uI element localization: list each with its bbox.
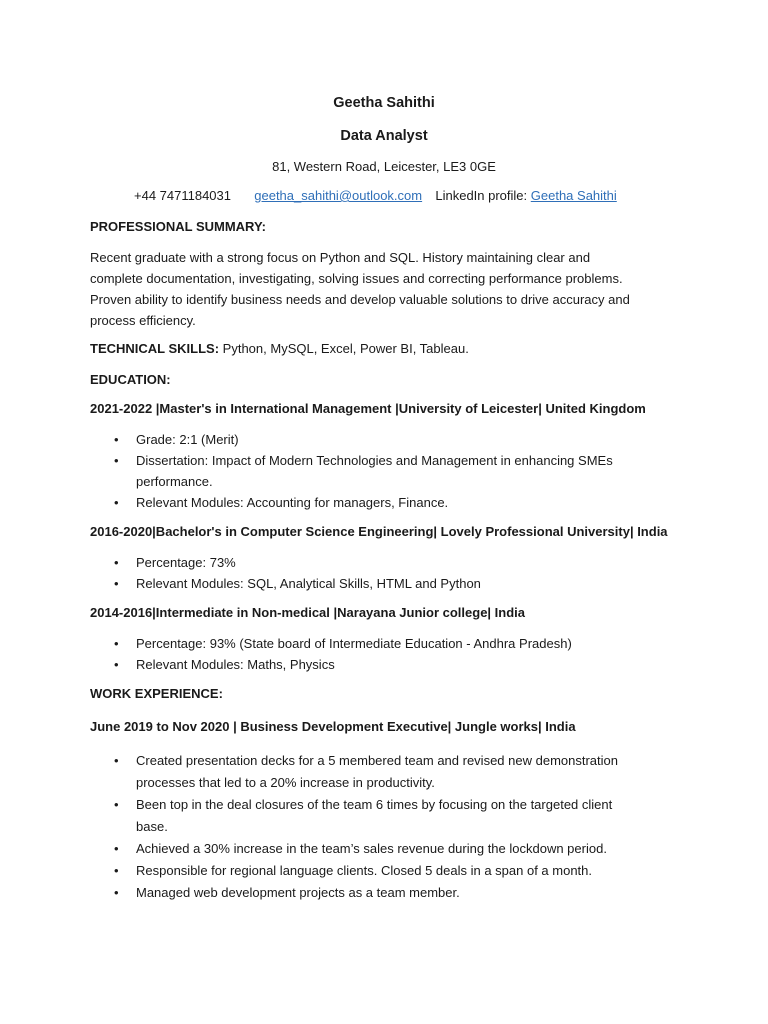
skills-line xyxy=(90,341,469,356)
bullet-text: performance. xyxy=(136,474,213,489)
bullet-icon: • xyxy=(114,495,119,510)
address: 81, Western Road, Leicester, LE3 0GE xyxy=(272,159,496,174)
summary-line: complete documentation, investigating, solving issues and correcting performance problems. xyxy=(90,271,623,286)
summary-heading: PROFESSIONAL SUMMARY: xyxy=(90,219,266,234)
linkedin-label: LinkedIn profile: xyxy=(435,188,528,203)
bullet-icon: • xyxy=(114,863,119,878)
education-entry-title: 2016-2020|Bachelor's in Computer Science Engineering| Lovely Professional University| India xyxy=(90,524,668,539)
bullet-text: Dissertation: Impact of Modern Technologies and Management in enhancing SMEs xyxy=(136,453,613,468)
list-item xyxy=(114,633,674,654)
list-item xyxy=(114,573,674,594)
contact-line xyxy=(134,188,617,203)
bullet-text: Percentage: 93% (State board of Intermediate Education - Andhra Pradesh) xyxy=(136,636,572,651)
list-item xyxy=(114,750,674,772)
education-entry-title: 2014-2016|Intermediate in Non-medical |Narayana Junior college| India xyxy=(90,605,526,620)
list-item xyxy=(114,654,674,675)
bullet-text: Relevant Modules: Accounting for managers, Finance. xyxy=(136,495,449,510)
bullet-text: Been top in the deal closures of the team 6 times by focusing on the targeted client xyxy=(136,797,613,812)
list-item-continuation xyxy=(114,471,674,492)
phone-number: +44 7471184031 xyxy=(134,188,231,203)
work-heading: WORK EXPERIENCE: xyxy=(90,686,223,701)
education-entry-bullets xyxy=(114,633,674,675)
email-link[interactable]: geetha_sahithi@outlook.com xyxy=(254,188,423,203)
education-entry-bullets xyxy=(114,429,674,513)
bullet-text: Percentage: 73% xyxy=(136,555,236,570)
bullet-text: Managed web development projects as a team member. xyxy=(136,885,460,900)
bullet-icon: • xyxy=(114,657,119,672)
bullet-icon: • xyxy=(114,636,119,651)
work-entry-title: June 2019 to Nov 2020 | Business Development Executive| Jungle works| India xyxy=(90,719,576,734)
list-item xyxy=(114,838,674,860)
bullet-icon: • xyxy=(114,432,119,447)
list-item-continuation xyxy=(114,772,674,794)
list-item xyxy=(114,552,674,573)
bullet-icon: • xyxy=(114,555,119,570)
summary-text xyxy=(90,247,690,331)
bullet-icon: • xyxy=(114,885,119,900)
bullet-text: Relevant Modules: Maths, Physics xyxy=(136,657,335,672)
education-entry-title: 2021-2022 |Master's in International Management |University of Leicester| United Kingdom xyxy=(90,401,646,416)
list-item xyxy=(114,429,674,450)
list-item xyxy=(114,860,674,882)
list-item xyxy=(114,450,674,471)
bullet-text: Achieved a 30% increase in the team’s sales revenue during the lockdown period. xyxy=(136,841,607,856)
bullet-text: Created presentation decks for a 5 membered team and revised new demonstration xyxy=(136,753,618,768)
list-item-continuation xyxy=(114,816,674,838)
summary-line: Proven ability to identify business needs and develop valuable solutions to drive accuracy and xyxy=(90,292,630,307)
bullet-text: Responsible for regional language clients. Closed 5 deals in a span of a month. xyxy=(136,863,593,878)
bullet-icon: • xyxy=(114,753,119,768)
list-item xyxy=(114,492,674,513)
list-item xyxy=(114,882,674,904)
bullet-text: processes that led to a 20% increase in productivity. xyxy=(136,775,435,790)
list-item xyxy=(114,794,674,816)
linkedin-link[interactable]: Geetha Sahithi xyxy=(530,188,617,203)
job-title: Data Analyst xyxy=(340,128,428,144)
summary-line: Recent graduate with a strong focus on Python and SQL. History maintaining clear and xyxy=(90,250,591,265)
bullet-icon: • xyxy=(114,797,119,812)
bullet-text: Grade: 2:1 (Merit) xyxy=(136,432,239,447)
bullet-icon: • xyxy=(114,841,119,856)
skills-label: TECHNICAL SKILLS: xyxy=(90,341,220,356)
work-bullets xyxy=(114,750,674,904)
bullet-text: base. xyxy=(136,819,168,834)
summary-line: process efficiency. xyxy=(90,313,196,328)
bullet-icon: • xyxy=(114,576,119,591)
bullet-text: Relevant Modules: SQL, Analytical Skills, HTML and Python xyxy=(136,576,481,591)
bullet-icon: • xyxy=(114,453,119,468)
candidate-name: Geetha Sahithi xyxy=(333,95,435,111)
education-entry-bullets xyxy=(114,552,674,594)
skills-text: Python, MySQL, Excel, Power BI, Tableau. xyxy=(222,341,469,356)
education-heading: EDUCATION: xyxy=(90,372,171,387)
